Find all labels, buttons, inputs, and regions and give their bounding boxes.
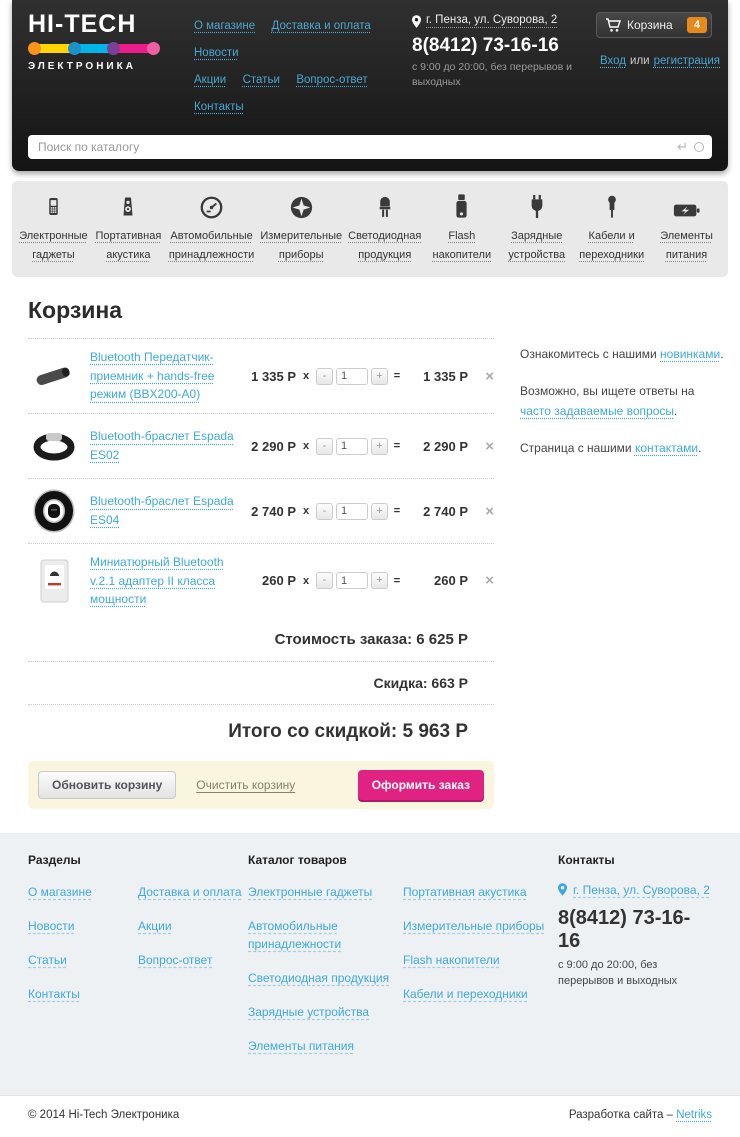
qty-increase-button[interactable]: + <box>371 368 388 385</box>
qty-input[interactable] <box>336 438 368 455</box>
site-footer <box>0 833 740 1095</box>
qty-increase-button[interactable]: + <box>371 438 388 455</box>
footer-cat-auto[interactable]: Автомобильные принадлежности <box>248 918 342 951</box>
header-contact-block <box>412 12 590 90</box>
remove-item-icon[interactable]: × <box>485 437 494 455</box>
search-input[interactable] <box>28 135 712 159</box>
item-total: 2 290 Р <box>423 438 468 454</box>
new-items-link[interactable]: новинками <box>660 347 721 362</box>
product-thumbnail[interactable] <box>28 488 80 534</box>
multiply-sign: x <box>302 370 310 383</box>
clear-cart-link[interactable]: Очистить корзину <box>196 777 296 792</box>
remove-item-icon[interactable]: × <box>485 572 494 590</box>
bottom-bar <box>0 1095 740 1137</box>
nav-faq[interactable]: Вопрос-ответ <box>296 74 368 86</box>
header-phone: 8(8412) 73-16-16 <box>412 35 559 56</box>
page-title: Корзина <box>28 297 123 324</box>
header-address[interactable] <box>412 14 590 28</box>
nav-delivery[interactable]: Доставка и оплата <box>271 20 371 32</box>
footer-cat-chargers[interactable]: Зарядные устройства <box>248 1004 370 1019</box>
qty-decrease-button[interactable]: - <box>316 368 333 385</box>
nav-about[interactable]: О магазине <box>194 20 256 32</box>
footer-link-delivery[interactable]: Доставка и оплата <box>138 884 242 899</box>
item-total: 260 Р <box>434 573 468 589</box>
category-batteries[interactable]: Элементы питания <box>649 192 724 264</box>
qty-decrease-button[interactable]: - <box>316 503 333 520</box>
site-header <box>12 0 728 171</box>
cart-item-row <box>28 338 494 413</box>
cable-icon <box>606 194 618 219</box>
info-sidebar <box>520 297 724 809</box>
equals-sign: = <box>393 370 401 383</box>
footer-cat-led[interactable]: Светодиодная продукция <box>248 970 390 985</box>
remove-item-icon[interactable]: × <box>485 502 494 520</box>
category-bar <box>12 181 728 277</box>
qty-decrease-button[interactable]: - <box>316 438 333 455</box>
meter-icon <box>290 196 313 219</box>
footer-link-articles[interactable]: Статьи <box>28 952 67 967</box>
register-link[interactable]: регистрация <box>653 54 721 67</box>
multiply-sign: x <box>302 574 310 587</box>
footer-cat-audio[interactable]: Портативная акустика <box>403 884 527 899</box>
contacts-page-link[interactable]: контактами <box>634 440 699 455</box>
order-subtotal: Стоимость заказа: 6 625 Р <box>28 618 494 662</box>
led-icon <box>377 194 393 219</box>
nav-promotions[interactable]: Акции <box>194 74 227 86</box>
sidebar-note-contacts: Страница с нашими контактами. <box>520 440 702 455</box>
qty-input[interactable] <box>336 572 368 589</box>
cart-count-badge: 4 <box>687 17 707 33</box>
login-link[interactable]: Вход <box>600 54 627 67</box>
login-or-text: или <box>630 54 650 67</box>
footer-phone: 8(8412) 73-16-16 <box>558 906 691 952</box>
product-link[interactable]: Миниатюрный Bluetooth v.2.1 адаптер II класса мощности <box>90 555 224 607</box>
footer-cat-cables[interactable]: Кабели и переходники <box>403 986 528 1001</box>
footer-cat-batteries[interactable]: Элементы питания <box>248 1038 354 1053</box>
cart-item-row <box>28 478 494 543</box>
qty-input[interactable] <box>336 503 368 520</box>
map-pin-icon <box>412 15 421 28</box>
footer-address-link[interactable]: г. Пенза, ул. Суворова, 2 <box>573 882 710 897</box>
cart-button[interactable] <box>596 12 712 38</box>
category-gadgets[interactable]: Электронные гаджеты <box>16 192 91 264</box>
footer-link-news[interactable]: Новости <box>28 918 75 933</box>
equals-sign: = <box>393 574 401 587</box>
footer-link-about[interactable]: О магазине <box>28 884 92 899</box>
enter-icon: ↵ <box>677 139 688 154</box>
header-address-text: г. Пенза, ул. Суворова, 2 <box>426 14 558 26</box>
footer-link-faq[interactable]: Вопрос-ответ <box>138 952 213 967</box>
product-link[interactable]: Bluetooth-браслет Espada ES04 <box>90 494 234 528</box>
footer-sections-title: Разделы <box>28 852 81 867</box>
category-measuring[interactable]: Измерительные приборы <box>257 192 345 264</box>
battery-icon <box>673 202 700 219</box>
item-total: 2 740 Р <box>423 503 468 519</box>
footer-cat-flash[interactable]: Flash накопители <box>403 952 500 967</box>
product-thumbnail[interactable] <box>28 558 80 604</box>
cart-button-label: Корзина <box>627 18 673 32</box>
footer-hours: с 9:00 до 20:00, без перерывов и выходных <box>558 958 678 988</box>
footer-cat-measuring[interactable]: Измерительные приборы <box>403 918 545 933</box>
footer-link-promos[interactable]: Акции <box>138 918 172 933</box>
item-price: 1 335 Р <box>251 368 296 384</box>
nav-contacts[interactable]: Контакты <box>194 101 244 113</box>
category-audio[interactable]: Портативная акустика <box>91 192 166 264</box>
product-link[interactable]: Bluetooth-браслет Espada ES02 <box>90 429 234 463</box>
sidebar-note-faq: Возможно, вы ищете ответы на часто задаваемые вопросы. <box>520 384 695 418</box>
speaker-icon <box>119 194 137 219</box>
header-hours: с 9:00 до 20:00, без перерывов и выходных <box>412 61 573 89</box>
qty-increase-button[interactable]: + <box>371 503 388 520</box>
qty-decrease-button[interactable]: - <box>316 572 333 589</box>
order-discount: Скидка: 663 Р <box>28 662 494 705</box>
category-led[interactable]: Светодиодная продукция <box>345 192 424 264</box>
cart-item-row <box>28 543 494 618</box>
category-flash[interactable]: Flash накопители <box>424 192 499 264</box>
multiply-sign: x <box>302 505 310 518</box>
map-pin-icon <box>558 883 567 896</box>
site-credits: Разработка сайта – Netriks <box>568 1108 712 1121</box>
footer-link-contacts[interactable]: Контакты <box>28 986 80 1001</box>
multiply-sign: x <box>302 440 310 453</box>
item-price: 260 Р <box>262 573 296 589</box>
cart-actions-bar <box>28 761 494 809</box>
footer-catalog-title: Каталог товаров <box>248 852 347 867</box>
sidebar-note-new: Ознакомитесь с нашими новинками. <box>520 347 724 362</box>
logo-title: HI-TECH <box>28 10 137 38</box>
product-thumbnail[interactable] <box>28 423 80 469</box>
charger-icon <box>529 194 545 219</box>
equals-sign: = <box>393 505 401 518</box>
item-price: 2 740 Р <box>251 503 296 519</box>
phone-icon <box>45 194 62 219</box>
equals-sign: = <box>393 440 401 453</box>
product-thumbnail[interactable] <box>28 353 80 399</box>
site-logo[interactable] <box>28 12 168 72</box>
category-chargers[interactable]: Зарядные устройства <box>499 192 574 264</box>
qty-input[interactable] <box>336 368 368 385</box>
item-price: 2 290 Р <box>251 438 296 454</box>
product-link[interactable]: Bluetooth Передатчик-приемник + hands-free режим (BBX200-A0) <box>90 350 215 402</box>
item-total: 1 335 Р <box>423 368 468 384</box>
header-nav <box>194 12 404 124</box>
qty-increase-button[interactable]: + <box>371 572 388 589</box>
logo-color-bar <box>28 42 160 55</box>
cart-section <box>28 297 494 809</box>
footer-cat-gadgets[interactable]: Электронные гаджеты <box>248 884 373 899</box>
checkout-button[interactable]: Оформить заказ <box>358 770 484 800</box>
order-grand-total: Итого со скидкой: 5 963 Р <box>228 720 468 742</box>
nav-news[interactable]: Новости <box>194 47 239 59</box>
faq-link[interactable]: часто задаваемые вопросы <box>520 403 675 418</box>
update-cart-button[interactable]: Обновить корзину <box>38 771 176 799</box>
developer-link[interactable]: Netriks <box>676 1108 712 1121</box>
cart-item-row <box>28 413 494 478</box>
footer-contacts-title: Контакты <box>558 852 615 867</box>
category-auto[interactable]: Автомобильные принадлежности <box>166 192 257 264</box>
category-cables[interactable]: Кабели и переходники <box>574 192 649 264</box>
cart-icon <box>605 18 621 32</box>
gauge-icon <box>200 196 223 219</box>
logo-subtitle: ЭЛЕКТРОНИКА <box>28 61 136 72</box>
usb-icon <box>455 194 468 219</box>
remove-item-icon[interactable]: × <box>485 367 494 385</box>
copyright-text: © 2014 Hi-Tech Электроника <box>28 1108 180 1121</box>
nav-articles[interactable]: Статьи <box>242 74 280 86</box>
search-icon[interactable] <box>694 142 704 152</box>
